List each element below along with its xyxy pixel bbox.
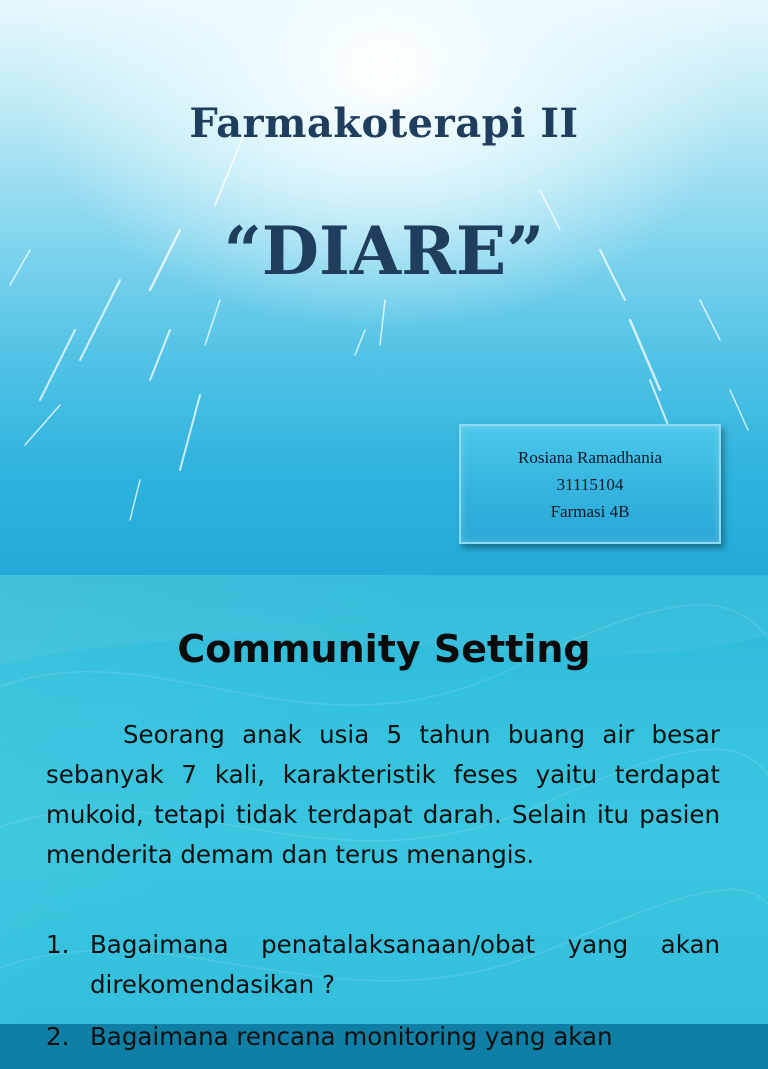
question-number: 1. (46, 930, 70, 959)
presentation-title: Farmakoterapi II (189, 100, 579, 147)
question-list (46, 925, 720, 1069)
author-info-box (459, 424, 721, 544)
list-item (46, 925, 720, 1005)
author-name: Rosiana Ramadhania (518, 447, 662, 467)
content-slide (0, 575, 768, 1051)
question-number: 2. (46, 1022, 70, 1051)
author-class: Farmasi 4B (550, 501, 630, 521)
list-item (46, 1017, 720, 1057)
question-text: Bagaimana penatalaksanaan/obat yang akan direkomendasikan ? (90, 930, 720, 999)
question-text: Bagaimana rencana monitoring yang akan (90, 1022, 613, 1051)
slide-heading: Community Setting (177, 627, 591, 671)
presentation-subtitle: “DIARE” (223, 212, 545, 290)
case-paragraph: Seorang anak usia 5 tahun buang air besar sebanyak 7 kali, karakteristik feses yaitu terdapat mukoid, tetapi tidak terdapat darah. Selain itu pasien menderita demam dan terus menangis. (46, 720, 720, 869)
author-id: 31115104 (556, 474, 624, 494)
